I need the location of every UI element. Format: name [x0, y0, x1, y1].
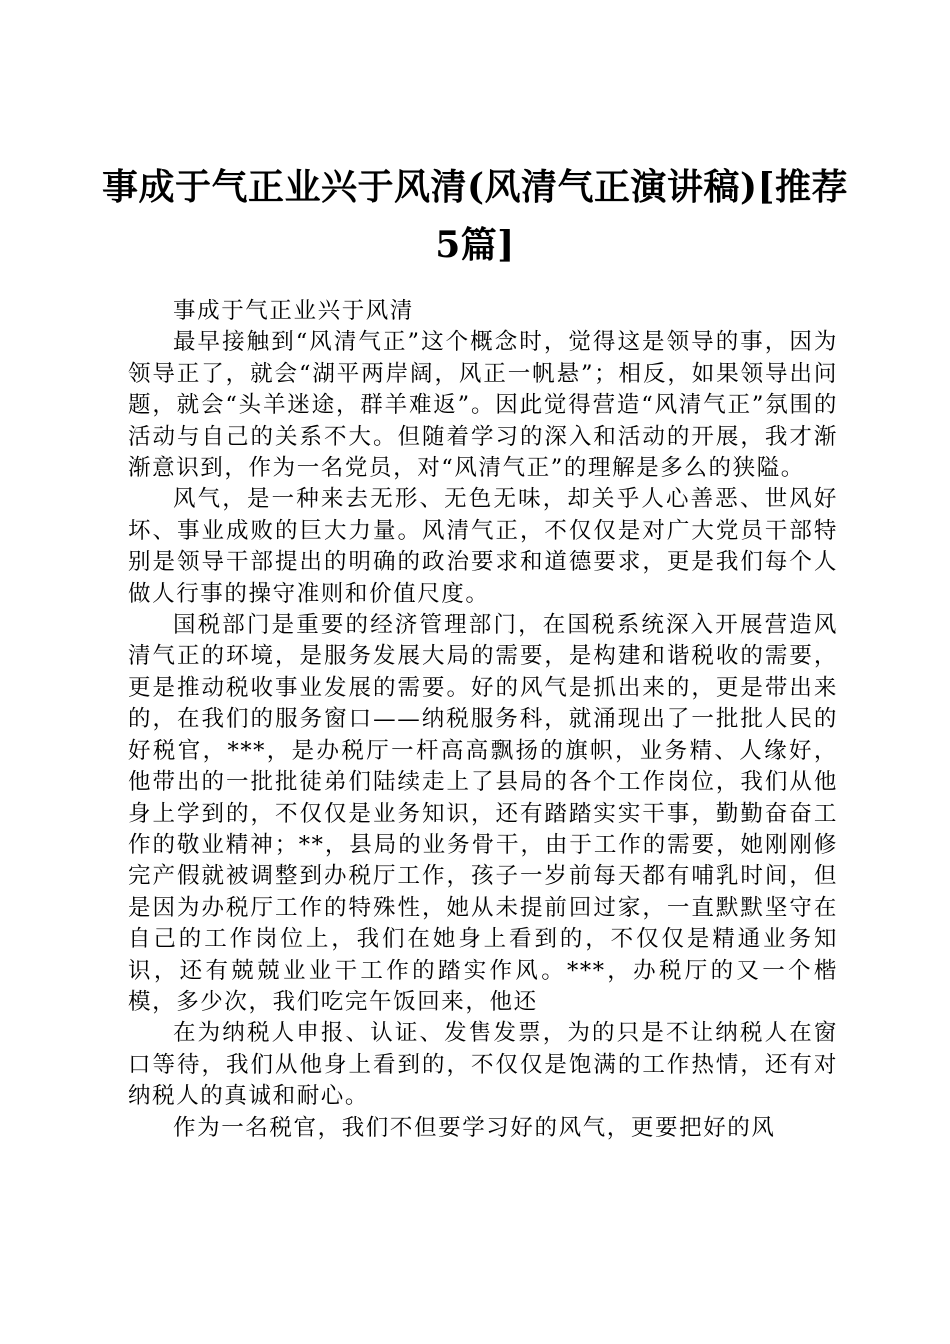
paragraph: 国税部门是重要的经济管理部门，在国税系统深入开展营造风清气正的环境，是服务发展大局的需要，是构建和谐税收的需要，更是推动税收事业发展的需要。好的风气是抓出来的，更是带出来的，在我们的服务窗口——纳税服务科，就涌现出了一批批人民的好税官，***，是办税厅一杆高高飘扬的旗帜，业务精、人缘好，他带出的一批批徒弟们陆续走上了县局的各个工作岗位，我们从他身上学到的，不仅仅是业务知识，还有踏踏实实干事，勤勤奋奋工作的敬业精神；**，县局的业务骨干，由于工作的需要，她刚刚修完产假就被调整到办税厅工作，孩子一岁前每天都有哺乳时间，但是因为办税厅工作的特殊性，她从未提前回过家，一直默默坚守在自己的工作岗位上，我们在她身上看到的，不仅仅是精通业务知识，还有兢兢业业干工作的踏实作风。***，办税厅的又一个楷模，多少次，我们吃完午饭回来，他还	[128, 612, 838, 1015]
paragraph: 作为一名税官，我们不但要学习好的风气，更要把好的风	[173, 1114, 776, 1141]
paragraph: 风气，是一种来去无形、无色无味，却关乎人心善恶、世风好坏、事业成败的巨大力量。风清气正，不仅仅是对广大党员干部特别是领导干部提出的明确的政治要求和道德要求，更是我们每个人做人行事的操守准则和价值尺度。	[128, 486, 838, 607]
paragraph-subtitle: 事成于气正业兴于风清	[173, 298, 415, 324]
document-body	[128, 296, 838, 1144]
paragraph: 最早接触到“风清气正”这个概念时，觉得这是领导的事，因为领导正了，就会“湖平两岸阔，风正一帆悬”；相反，如果领导出问题，就会“头羊迷途，群羊难返”。因此觉得营造“风清气正”氛围的活动与自己的关系不大。但随着学习的深入和活动的开展，我才渐渐意识到，作为一名党员，对“风清气正”的理解是多么的狭隘。	[128, 329, 838, 482]
paragraph: 在为纳税人申报、认证、发售发票，为的只是不让纳税人在窗口等待，我们从他身上看到的，不仅仅是饱满的工作热情，还有对纳税人的真诚和耐心。	[128, 1020, 838, 1110]
document-title: 事成于气正业兴于风清(风清气正演讲稿)[推荐5篇]	[101, 166, 849, 266]
